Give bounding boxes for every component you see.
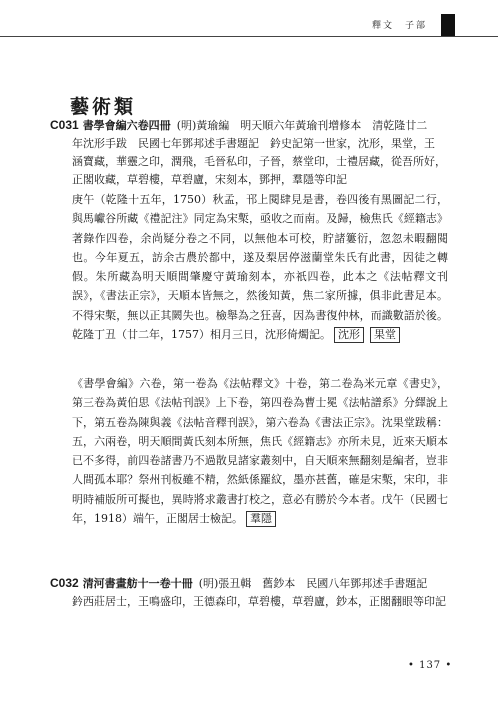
entry-id: C032 xyxy=(50,576,79,590)
entry-description: (明)黃瑜編 明天順六年黃瑜刊增修本 清乾隆廿二 xyxy=(176,119,428,132)
catalog-entry xyxy=(50,116,448,189)
seal-stamp: 羣隱 xyxy=(246,511,276,527)
entry-description: (明)張丑輯 舊鈔本 民國八年鄧邦述手書題記 xyxy=(198,577,428,590)
entry-heading xyxy=(50,116,448,135)
colophon-paragraph xyxy=(72,374,448,528)
running-title: 釋文 子部 xyxy=(372,21,428,31)
section-title: 藝術類 xyxy=(70,96,137,118)
seal-stamp: 沈形 xyxy=(334,327,364,343)
seal-stamp: 果堂 xyxy=(370,327,400,343)
header-thumb-mark xyxy=(441,14,455,36)
entry-description-line: 正閣收藏，草碧樓，草碧廬，宋刻本，鄧押，羣隱等印記 xyxy=(72,173,347,186)
entry-id: C031 xyxy=(50,118,79,132)
entry-description-line: 涵寶藏，華靈之印，潤飛，毛晉私印，子晉，蔡堂印，士禮居藏，從吾所好， xyxy=(72,155,446,168)
page-header xyxy=(0,14,498,42)
entry-description-line: 鈐西莊居士，王鳴盛印，王德森印，草碧樓，草碧廬，鈔本，正閣翻眼等印記 xyxy=(72,595,446,608)
catalog-entry xyxy=(50,574,448,611)
header-rule xyxy=(0,36,498,37)
entry-description-line: 年沈形手跋 民國七年鄧邦述手書題記 鈐史記第一世家，沈形，果堂，王 xyxy=(72,137,435,150)
colophon-paragraph xyxy=(72,190,448,344)
paragraph-text: 庚午（乾隆十五年，1750）秋孟，邗上閱肆見是書，卷四後有黑圖記二行，與馬巘谷所藏《禮記注》同定為宋槧，亟收之而南。及歸，檢焦氏《經籍志》著錄作四卷，余尚疑分卷之不同，以無他本可校，貯諸簍衍，忽忽未暇翻閱也。今年夏五，訪余古農於都中，遂及梨居停滋蘭堂朱氏有此書，因徒之轉假。朱所藏為明天順間肇慶守黃瑜刻本，亦祇四卷，此本之《法帖釋文刊誤》，《書法正宗》，天順本皆無之，然後知黃，焦二家所據，俱非此書足本。不得宋槧，無以正其闕失也。檢舉為之狂喜，因為書復仲林，而識數語於後。乾隆丁丑（廿二年，1757）相月三日，沈形倚燭記。 xyxy=(72,193,448,342)
entry-title: 書學會編六卷四冊 xyxy=(82,119,171,132)
entry-heading xyxy=(50,574,448,593)
paragraph-text: 《書學會編》六卷，第一卷為《法帖釋文》十卷，第二卷為米元章《書史》，第三卷為黃伯思《法帖刊誤》上下卷，第四卷為曹士冕《法帖譜系》分繹說上下，第五卷為陳與義《法帖音釋刊誤》，第六卷為《書法正宗》。沈果堂跋稱：五，六兩卷，明天順間黃氏刻本所無，焦氏《經籍志》亦所未見，近來天順本已不多得，前四卷諸書乃不過散見諸家叢刻中，自天順來無翻刻是編者，豈非人間孤本耶？祭州刊板雖不精，然紙係羅紋，墨亦甚舊，確是宋槧，宋印，非明時補版所可擬也，異時將求叢書打校之，意必有勝於今本者。戊午（民國七年，1918）端午，正閣居士檢記。 xyxy=(72,377,448,526)
entry-title: 清河書畫舫十一卷十冊 xyxy=(82,577,193,590)
page-number: • 137 • xyxy=(408,660,453,671)
